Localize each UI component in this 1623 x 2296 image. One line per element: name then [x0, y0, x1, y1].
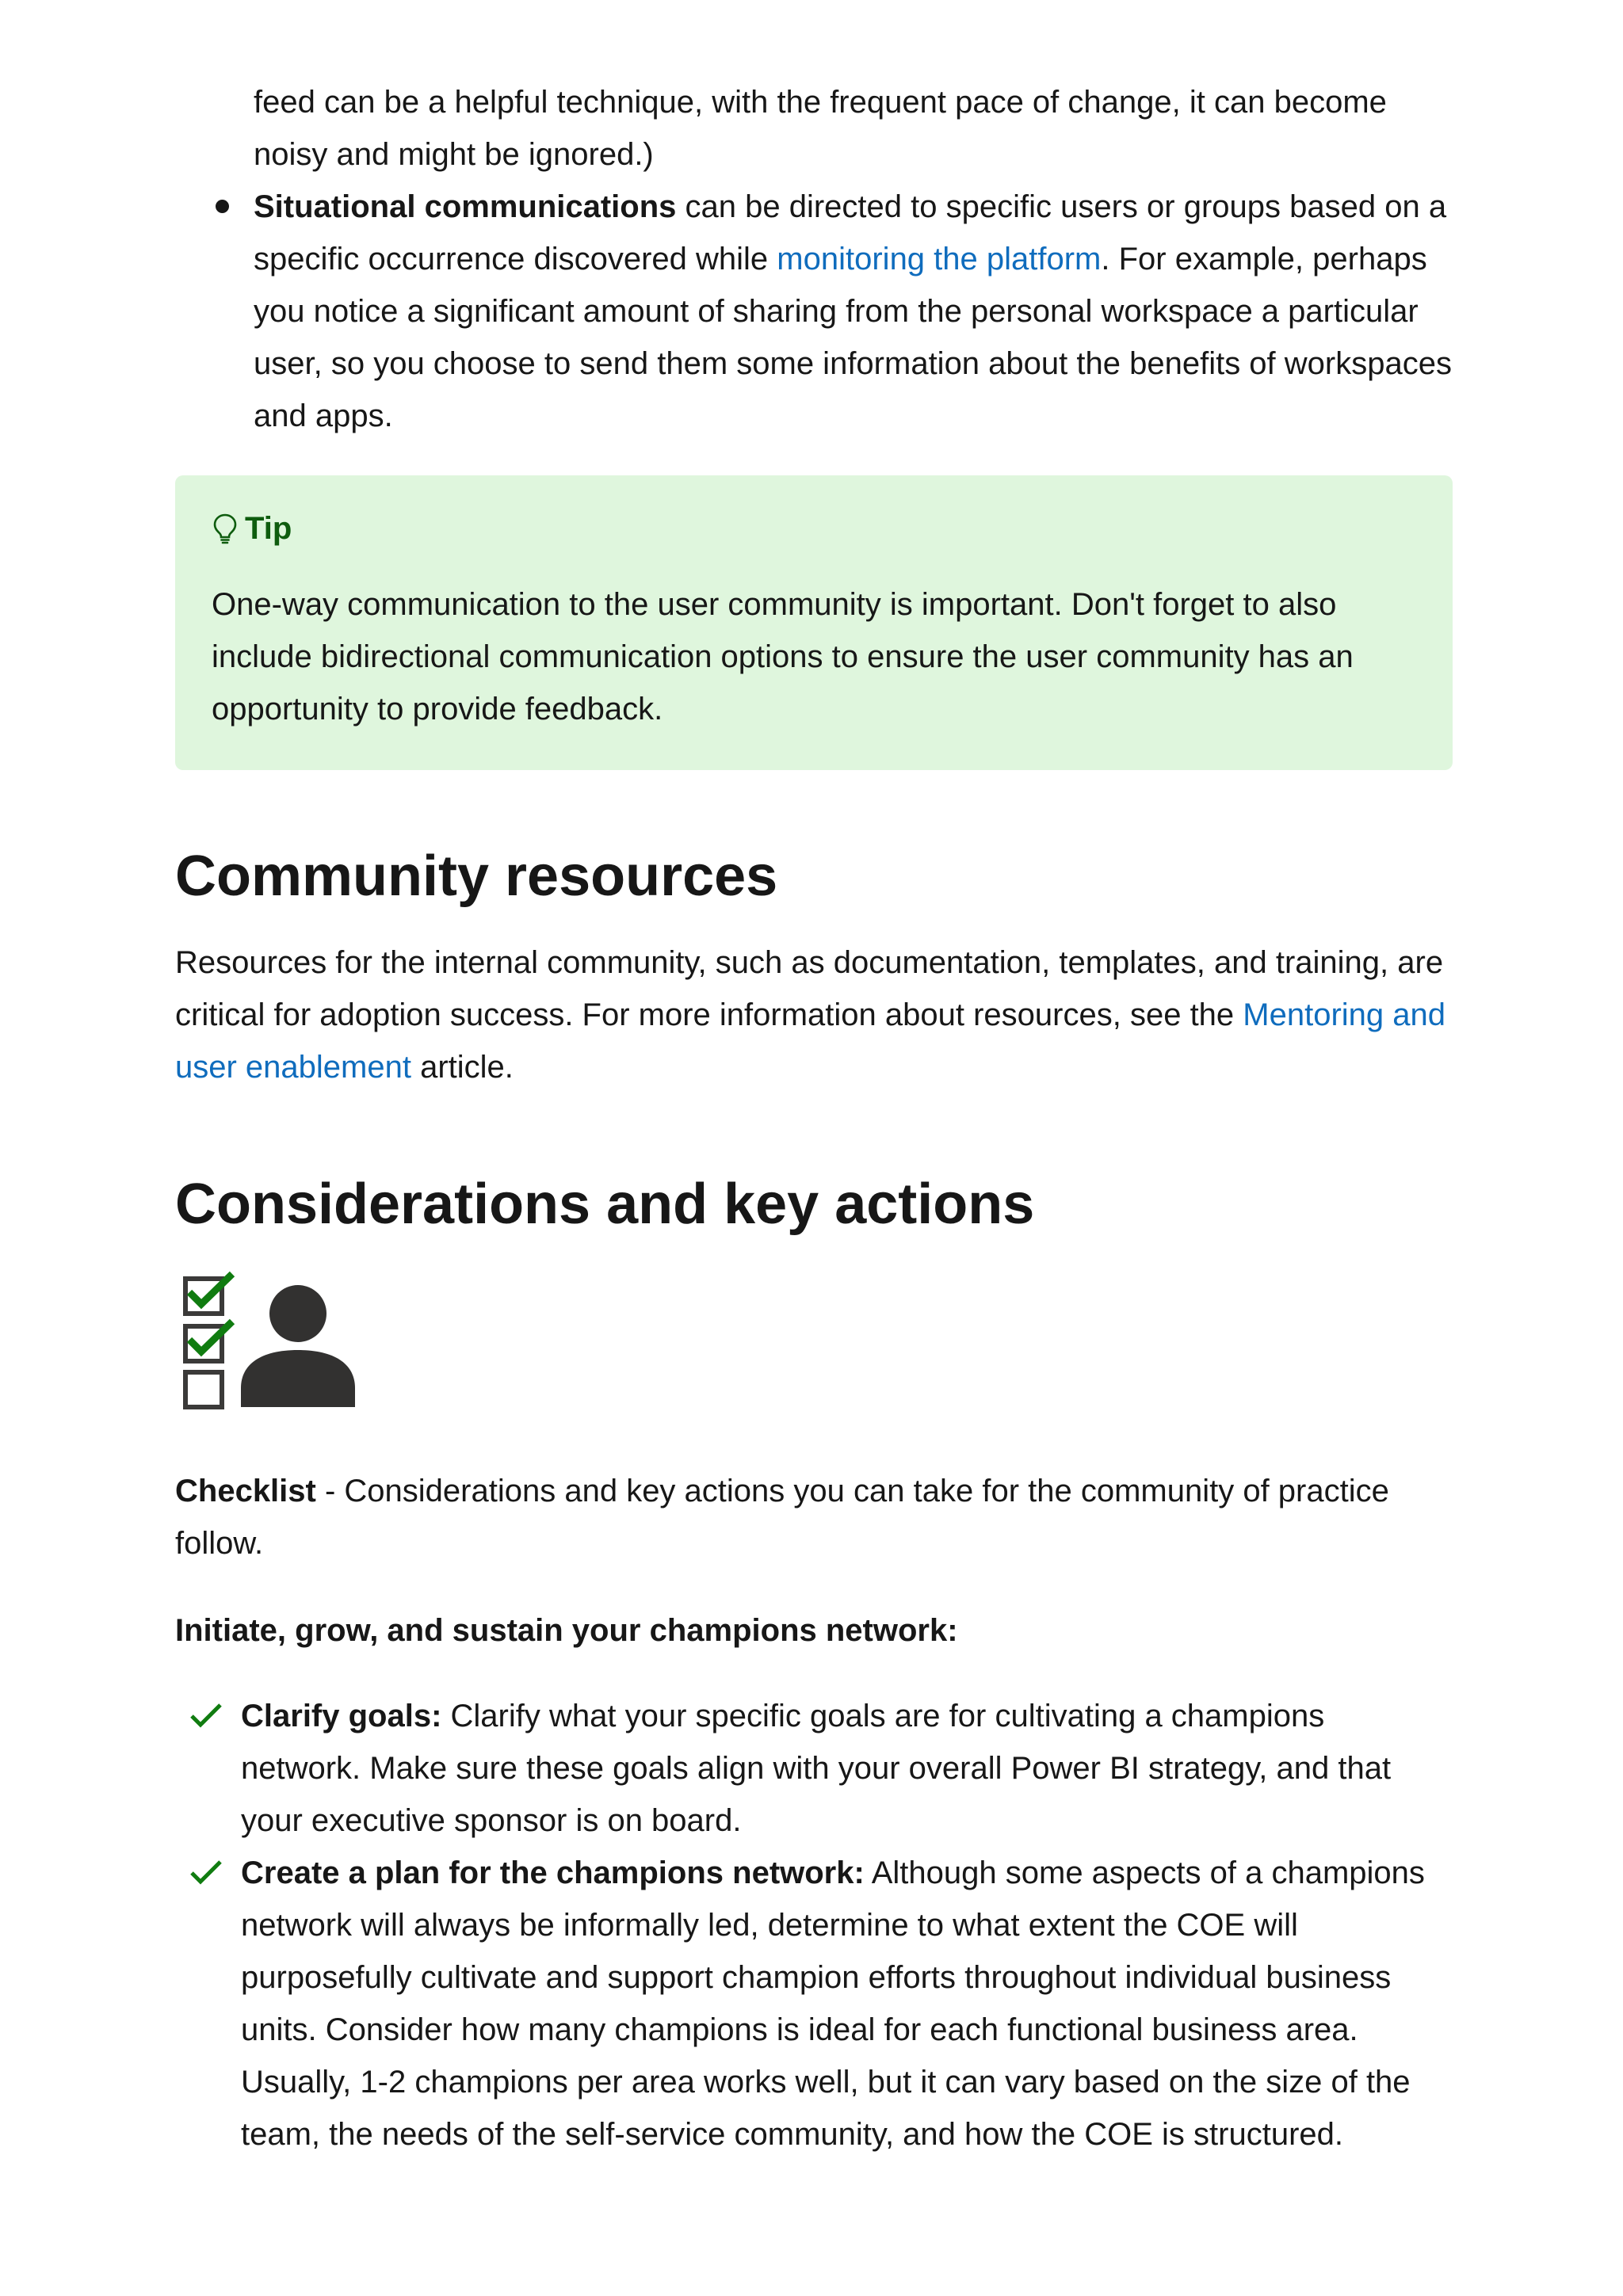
list-item-text: can be directed to specific users or groups based on a specific occurrence discovered while: [254, 189, 1447, 277]
article-content: [175, 76, 1453, 2161]
considerations-heading: Considerations and key actions: [175, 1173, 1035, 1236]
list-item-text: . For example, perhaps you notice a significant amount of sharing from the personal workspace a particular user, so you choose to send them some information about the benefits of workspaces and apps.: [254, 242, 1452, 433]
checkmark-icon: [189, 1701, 223, 1730]
mentoring-enablement-link[interactable]: Mentoring and user enablement: [175, 997, 1446, 1085]
paragraph-text: article.: [411, 1050, 514, 1085]
checklist-label: Checklist: [175, 1474, 316, 1508]
tip-callout: [175, 475, 1453, 770]
checklist-item-text: Although some aspects of a champions network will always be informally led, determine to what extent the COE will purposefully cultivate and support champion efforts throughout individual business units. Consider how many champions is ideal for each functional business area. Usually, 1-2 champions per area works well, but it can vary based on the size of the team, the needs of the self-service community, and how the COE is structured.: [241, 1855, 1425, 2152]
champions-subheading: Initiate, grow, and sustain your champions network:: [175, 1613, 958, 1648]
tip-header: [212, 510, 1416, 547]
community-resources-heading: Community resources: [175, 845, 778, 908]
checklist-text: - Considerations and key actions you can take for the community of practice follow.: [175, 1474, 1389, 1561]
monitoring-platform-link[interactable]: monitoring the platform: [777, 242, 1102, 277]
list-item: [175, 181, 1453, 442]
action-checklist: [175, 1690, 1453, 2161]
tip-label: Tip: [245, 511, 292, 546]
lightbulb-icon: [212, 513, 239, 544]
checklist-person-icon: [175, 1271, 357, 1410]
tip-text: One-way communication to the user community is important. Don't forget to also include bidirectional communication options to ensure the user community has an opportunity to provide feedback.: [212, 587, 1354, 727]
checklist-item-title: Clarify goals:: [241, 1699, 442, 1733]
list-item-text: feed can be a helpful technique, with the frequent pace of change, it can become noisy and might be ignored.): [254, 85, 1387, 172]
list-item-bold: Situational communications: [254, 189, 677, 224]
bullet-icon: [216, 200, 229, 213]
checklist-item-title: Create a plan for the champions network:: [241, 1855, 865, 1890]
checklist-intro: [175, 1465, 1453, 1569]
community-resources-paragraph: [175, 936, 1453, 1093]
checklist-item: [175, 1690, 1453, 1847]
list-item: [175, 76, 1453, 181]
communication-list: [175, 76, 1453, 442]
checkmark-icon: [189, 1858, 223, 1886]
paragraph-text: Resources for the internal community, such as documentation, templates, and training, are critical for adoption success. For more information about resources, see the: [175, 945, 1444, 1032]
checklist-person-illustration: [175, 1271, 1453, 1414]
checklist-item: [175, 1847, 1453, 2161]
checklist-item-text: Clarify what your specific goals are for cultivating a champions network. Make sure these goals align with your overall Power BI strategy, and that your executive sponsor is on board.: [241, 1699, 1392, 1838]
